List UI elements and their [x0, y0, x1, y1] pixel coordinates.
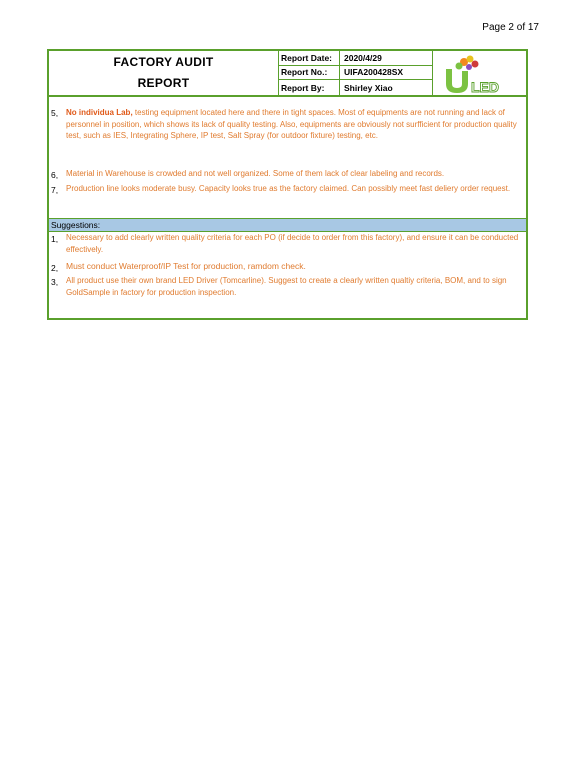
- meta-row-number: [279, 66, 432, 81]
- meta-row-author: [279, 80, 432, 95]
- report-title-line1: FACTORY AUDIT: [113, 55, 214, 69]
- suggestion-number: 2,: [51, 263, 59, 273]
- suggestion-number: 3,: [51, 277, 59, 287]
- report-title: [49, 51, 279, 95]
- meta-label: Report No.:: [279, 66, 340, 80]
- report-title-line2: REPORT: [137, 76, 190, 90]
- uled-logo: [433, 51, 526, 95]
- meta-label: Report Date:: [279, 51, 340, 65]
- audit-report-box: [47, 49, 528, 320]
- suggestion-number: 1,: [51, 234, 59, 244]
- finding-number: 6,: [51, 170, 59, 180]
- meta-row-date: [279, 51, 432, 66]
- finding-number: 7,: [51, 185, 59, 195]
- finding-number: 5,: [51, 108, 59, 118]
- meta-value: 2020/4/29: [344, 52, 382, 63]
- suggestions-heading: Suggestions:: [49, 218, 526, 232]
- meta-value: Shirley Xiao: [344, 82, 393, 93]
- finding-text: [66, 107, 526, 142]
- finding-text: Production line looks moderate busy. Capacity looks true as the factory claimed. Can possibly meet fast deliery order request.: [66, 184, 511, 193]
- report-meta: [279, 51, 433, 95]
- meta-value: UIFA200428SX: [344, 67, 404, 78]
- finding-lead: No individua Lab,: [66, 108, 133, 117]
- suggestion-text: All product use their own brand LED Driver (Tomcarline). Suggest to create a clearly written qualtiy criteria, BOM, and to sign GoldSample in factory for production inspection.: [66, 276, 507, 297]
- finding-text: Material in Warehouse is crowded and not well organized. Some of them lack of clear labeling and records.: [66, 169, 445, 178]
- meta-label: Report By:: [279, 80, 340, 95]
- report-header: [49, 51, 526, 97]
- finding-body: testing equipment located here and there in tight spaces. Most of equipments are not running and lack of personnel in position, which shows its lack of quality testing. Also, equipments are obviously not surfficient for production quality test, such as IES, Integrating Sphere, IP test, Salt Spray (for outdoor fixture) testing, etc.: [66, 108, 517, 140]
- suggestion-text: Necessary to add clearly written quality criteria for each PO (if decide to order from this factory), and ensure it can be conducted effectively.: [66, 233, 519, 254]
- suggestion-text: Must conduct Waterproof/IP Test for production, ramdom check.: [66, 261, 306, 271]
- logo-text: LED: [471, 79, 499, 95]
- page-number: Page 2 of 17: [482, 22, 539, 33]
